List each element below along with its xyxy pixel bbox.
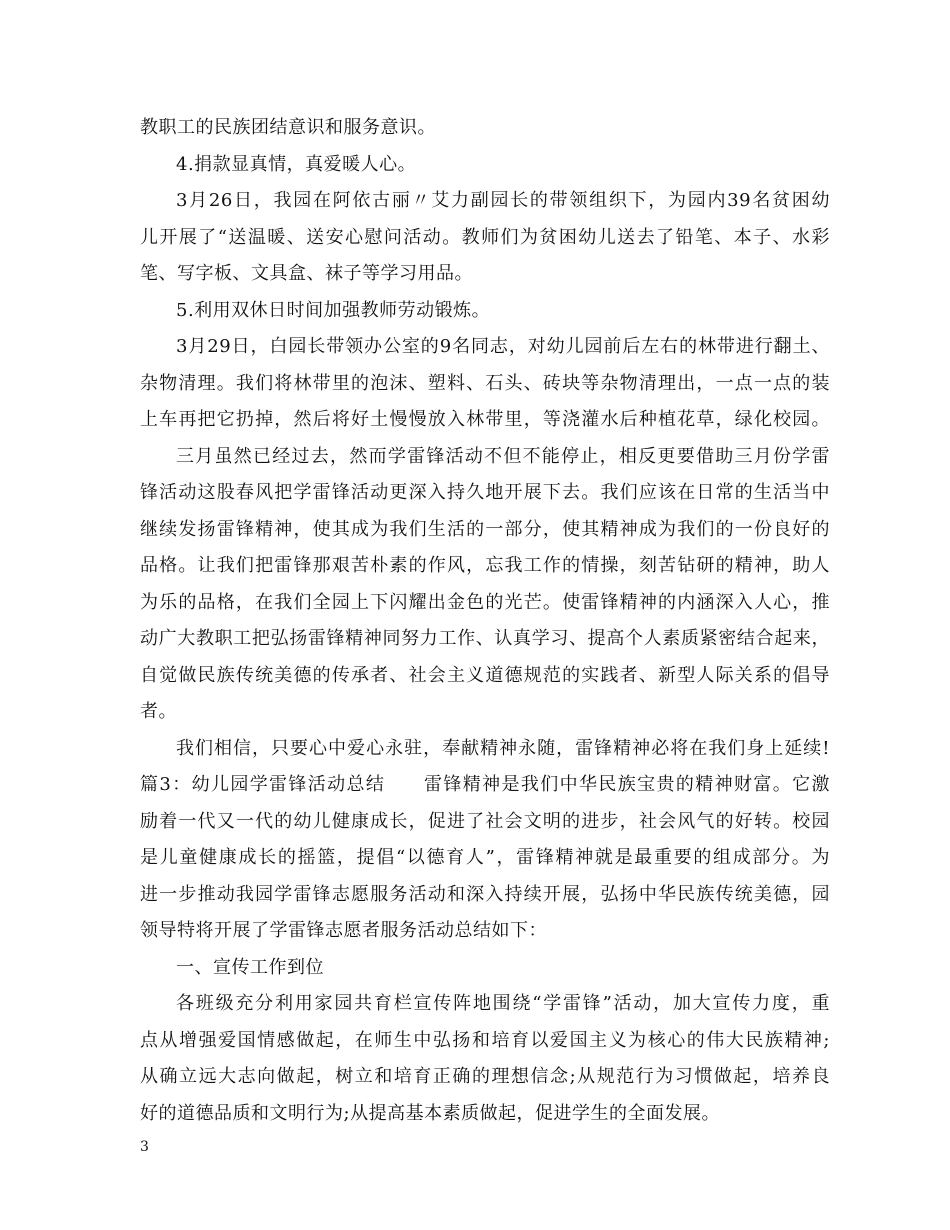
text-line: 一、宣传工作到位 <box>176 956 324 978</box>
text-line: 三月虽然已经过去，然而学雷锋活动不但不能停止，相反更要借助三月份学雷 <box>176 445 830 467</box>
text-line: 自觉做民族传统美德的传承者、社会主义道德规范的实践者、新型人际关系的倡导 <box>140 664 830 686</box>
text-line: 杂物清理。我们将林带里的泡沫、塑料、石头、砖块等杂物清理出，一点一点的装 <box>140 372 830 394</box>
page-number: 3 <box>140 1139 149 1155</box>
text-line: 教职工的民族团结意识和服务意识。 <box>140 117 436 138</box>
text-line: 5.利用双休日时间加强教师劳动锻炼。 <box>176 299 491 321</box>
text-line: 继续发扬雷锋精神，使其成为我们生活的一部分，使其精神成为我们的一份良好的 <box>140 518 830 540</box>
text-line: 笔、写字板、文具盒、袜子等学习用品。 <box>140 263 473 284</box>
text-line: 励着一代又一代的幼儿健康成长，促进了社会文明的进步，社会风气的好转。校园 <box>140 810 830 832</box>
text-line: 是儿童健康成长的摇篮，提倡“以德育人”，雷锋精神就是最重要的组成部分。为 <box>140 847 830 868</box>
text-line: 儿开展了“送温暖、送安心慰问活动。教师们为贫困幼儿送去了铅笔、本子、水彩 <box>140 226 830 248</box>
text-line: 各班级充分利用家园共育栏宣传阵地围绕“学雷锋”活动，加大宣传力度，重 <box>176 993 830 1014</box>
text-line: 进一步推动我园学雷锋志愿服务活动和深入持续开展，弘扬中华民族传统美德，园 <box>140 883 830 905</box>
text-line: 点从增强爱国情感做起，在师生中弘扬和培育以爱国主义为核心的伟大民族精神; <box>140 1029 830 1051</box>
text-line: 篇3：幼儿园学雷锋活动总结 雷锋精神是我们中华民族宝贵的精神财富。它激 <box>140 774 830 795</box>
text-line: 4.捐款显真情，真爱暖人心。 <box>176 153 417 175</box>
text-line: 者。 <box>140 701 177 722</box>
text-line: 动广大教职工把弘扬雷锋精神同努力工作、认真学习、提高个人素质紧密结合起来， <box>140 628 830 649</box>
text-line: 领导特将开展了学雷锋志愿者服务活动总结如下： <box>140 920 547 941</box>
text-line: 我们相信，只要心中爱心永驻，奉献精神永随，雷锋精神必将在我们身上延续! <box>176 737 830 759</box>
text-line: 为乐的品格，在我们全园上下闪耀出金色的光芒。使雷锋精神的内涵深入人心，推 <box>140 591 830 613</box>
text-line: 品格。让我们把雷锋那艰苦朴素的作风，忘我工作的情操，刻苦钻研的精神，助人 <box>140 555 830 576</box>
text-line: 从确立远大志向做起，树立和培育正确的理想信念;从规范行为习惯做起，培养良 <box>140 1066 830 1087</box>
text-line: 上车再把它扔掉，然后将好土慢慢放入林带里，等浇灌水后种植花草，绿化校园。 <box>140 409 830 430</box>
text-line: 锋活动这股春风把学雷锋活动更深入持久地开展下去。我们应该在日常的生活当中 <box>140 482 830 503</box>
text-line: 好的道德品质和文明行为;从提高基本素质做起，促进学生的全面发展。 <box>140 1102 721 1124</box>
text-line: 3月26日，我园在阿依古丽〃艾力副园长的带领组织下，为园内39名贫困幼 <box>176 190 830 211</box>
text-line: 3月29日，白园长带领办公室的9名同志，对幼儿园前后左右的林带进行翻土、 <box>176 336 830 357</box>
document-body <box>140 110 830 1132</box>
